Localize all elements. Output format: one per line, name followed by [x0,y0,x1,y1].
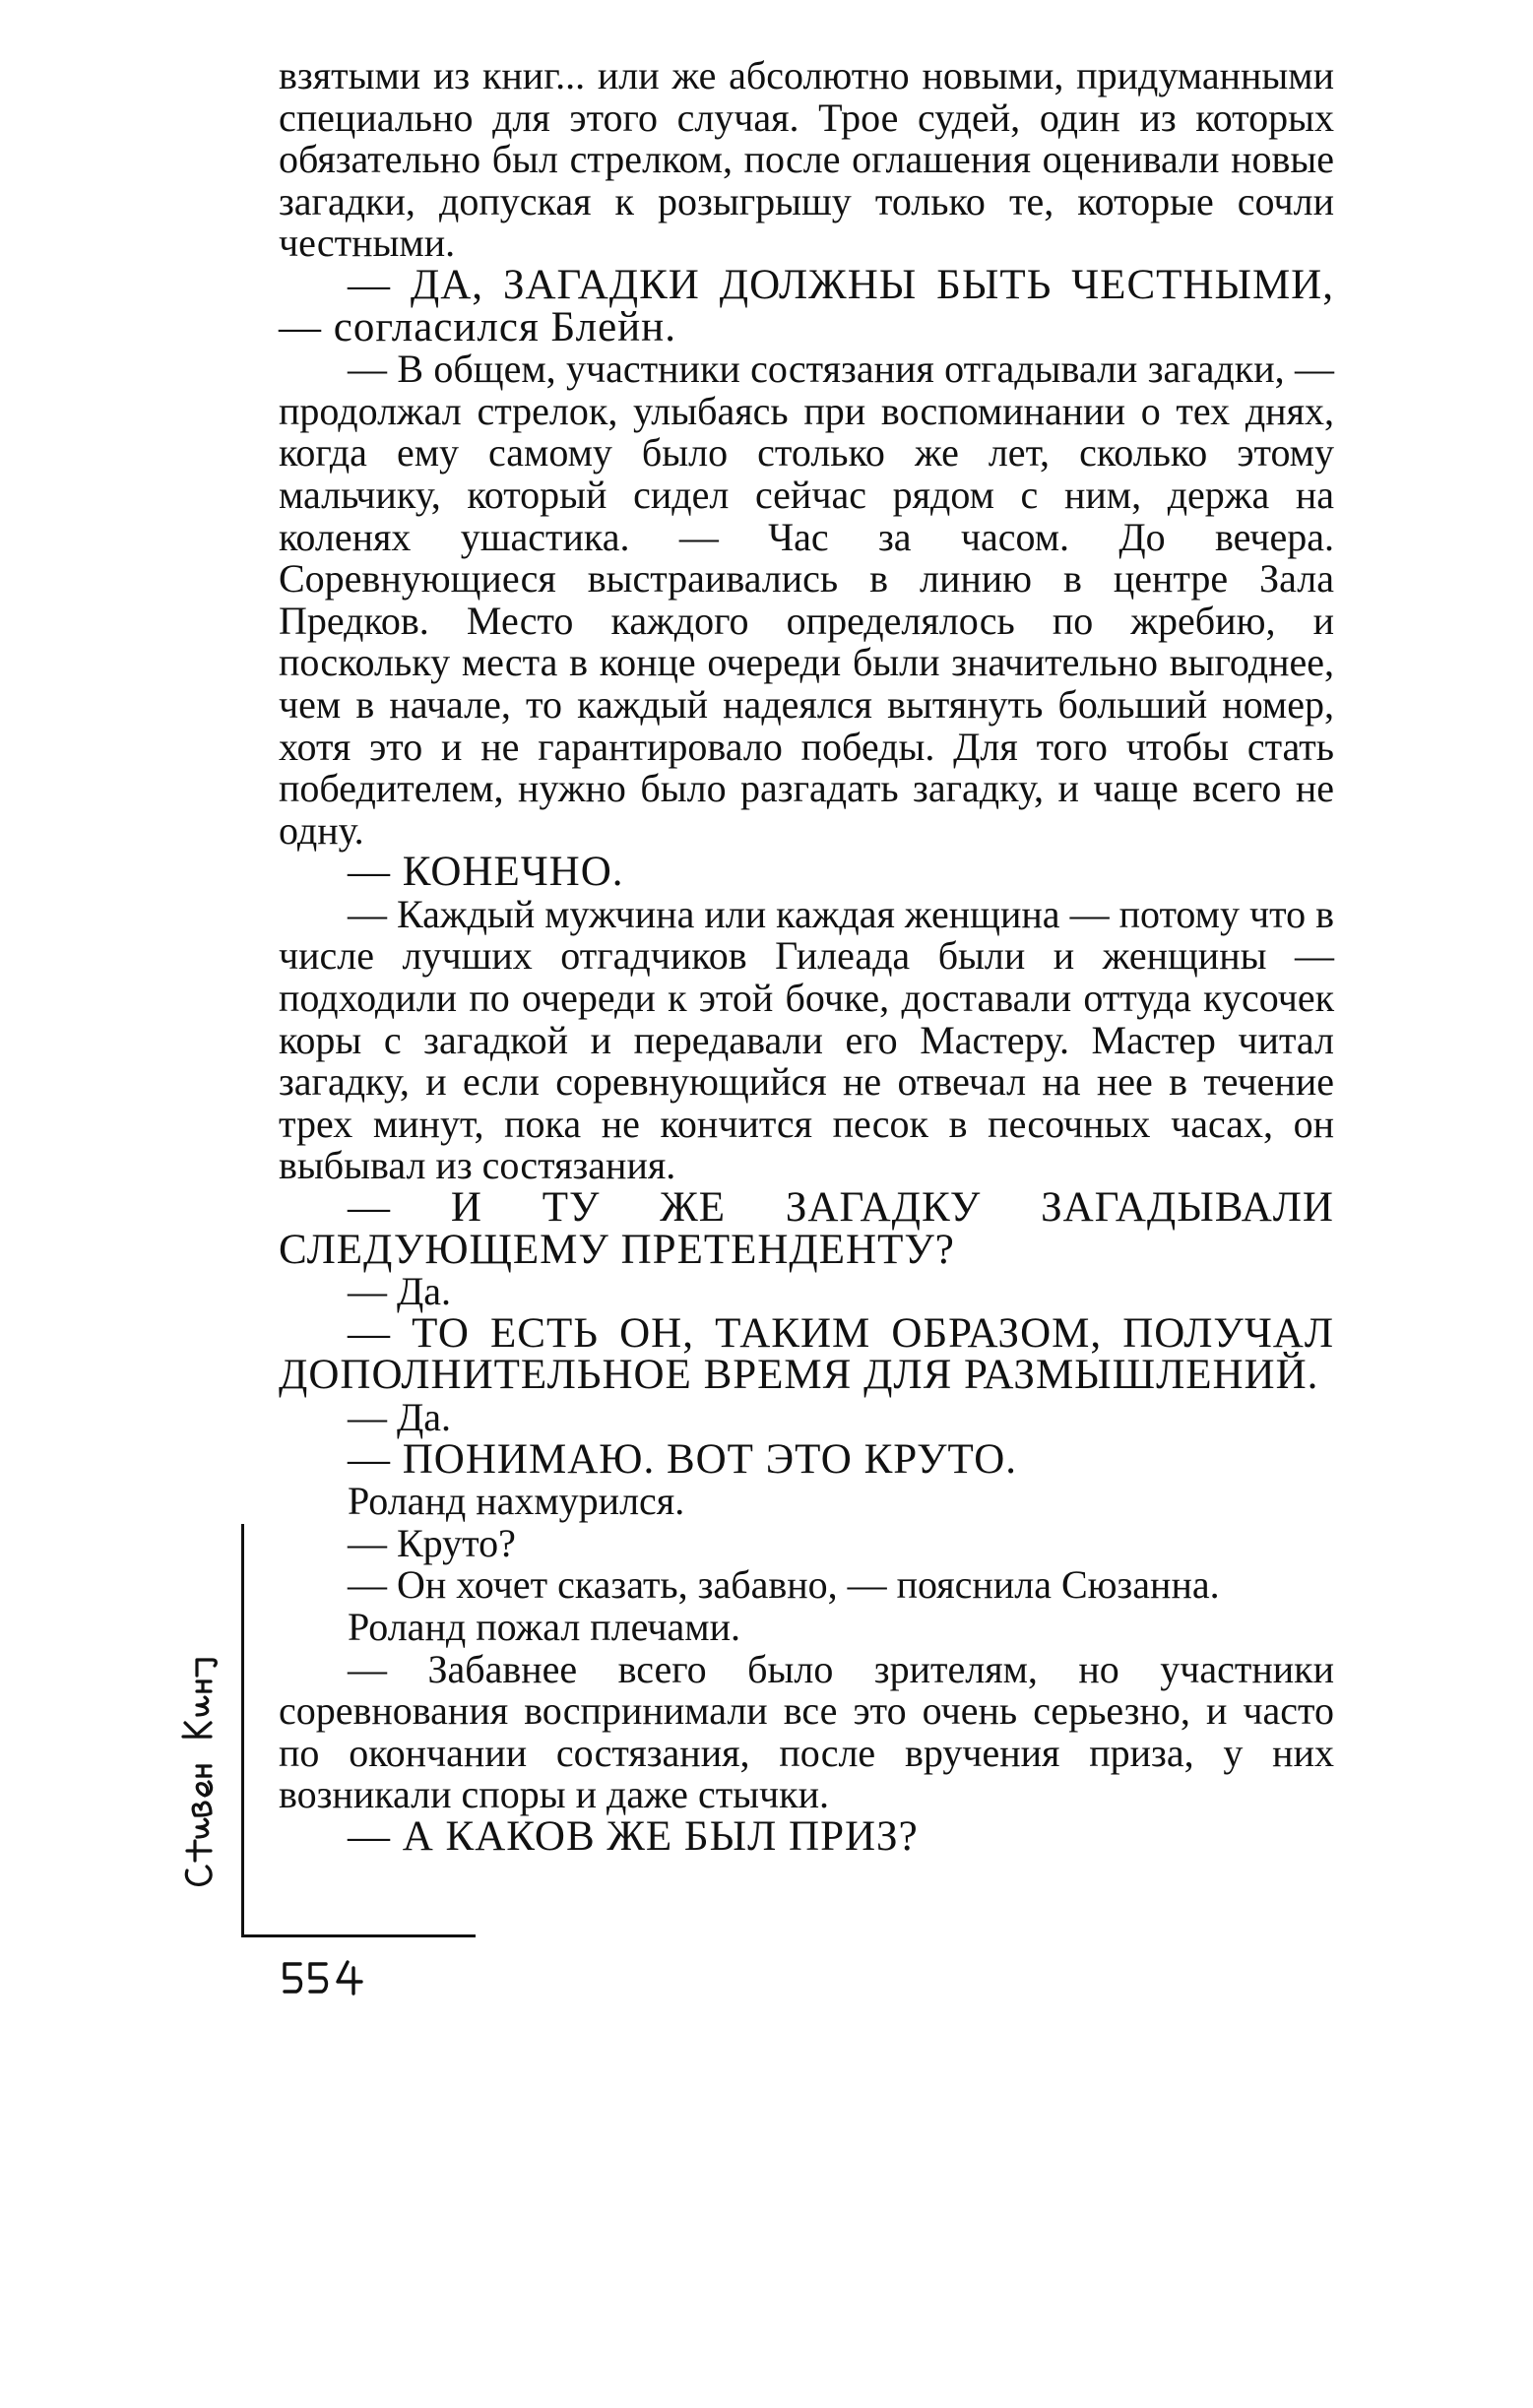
paragraph-7: — Да. [348,1269,452,1314]
paragraph-15: — Забавнее всего было зрителям, но участники соревнования воспринимали все это очень серьезно, и часто по окончании состязания, после вручения приза, у них возникали споры и даже стычки. [279,1646,1334,1817]
margin-rule [241,1524,244,1937]
handwritten-author-name-icon [167,1607,226,1892]
paragraph-8-blaine: — ТО ЕСТЬ ОН, ТАКИМ ОБРАЗОМ, ПОЛУЧАЛ ДОПОЛНИТЕЛЬНОЕ ВРЕМЯ ДЛЯ РАЗМЫШЛЕНИЙ. [279,1309,1334,1399]
paragraph-3: — В общем, участники состязания отгадывали загадки, — продолжал стрелок, улыбаясь при воспоминании о тех днях, когда ему самому было столько же лет, сколько этому мальчику, который сидел сейчас рядом с ним, держа на коленях ушастика. — Час за часом. До вечера. Соревнующиеся выстраивались в линию в центре Зала Предков. Место каждого определялось по жребию, и поскольку места в конце очереди были значительно выгоднее, чем в начале, то каждый надеялся вытянуть больший номер, хотя это и не гарантировало победы. Для того чтобы стать победителем, нужно было разгадать загадку, и чаще всего не одну. [279,347,1334,853]
paragraph-10-blaine: — ПОНИМАЮ. ВОТ ЭТО КРУТО. [348,1435,1018,1483]
paragraph-2-blaine: — ДА, ЗАГАДКИ ДОЛЖНЫ БЫТЬ ЧЕСТНЫМИ, — согласился Блейн. [279,261,1334,350]
footer-rule [241,1934,476,1937]
page-number [279,1954,377,2003]
page-number-glyphs [279,1954,377,2003]
paragraph-4-blaine: — КОНЕЧНО. [348,849,624,896]
paragraph-16-blaine: — А КАКОВ ЖЕ БЫЛ ПРИЗ? [348,1812,919,1860]
paragraph-9: — Да. [348,1395,452,1439]
paragraph-11: Роланд нахмурился. [348,1479,685,1524]
paragraph-6-blaine: — И ТУ ЖЕ ЗАГАДКУ ЗАГАДЫВАЛИ СЛЕДУЮЩЕМУ ПРЕТЕНДЕНТУ? [279,1184,1334,1273]
paragraph-14: Роланд пожал плечами. [348,1604,741,1649]
body-text [279,55,1334,1859]
paragraph-13: — Он хочет сказать, забавно, — пояснила Сюзанна. [348,1562,1220,1608]
paragraph-12: — Круто? [348,1520,516,1565]
running-head [167,1607,226,1892]
paragraph-5: — Каждый мужчина или каждая женщина — потому что в числе лучших отгадчиков Гилеада были и женщины — подходили по очереди к этой бочке, доставали оттуда кусочек коры с загадкой и передавали его Мастеру. Мастер читал загадку, и если соревнующийся не отвечал на нее в течение трех минут, пока не кончится песок в песочных часах, он выбывал из состязания. [279,891,1334,1188]
paragraph-1: взятыми из книг... или же абсолютно новыми, придуманными специально для этого случая. Трое судей, один из которых обязательно был стрелком, после оглашения оценивали новые загадки, допуская к розыгрышу только те, которые сочли честными. [279,53,1334,266]
